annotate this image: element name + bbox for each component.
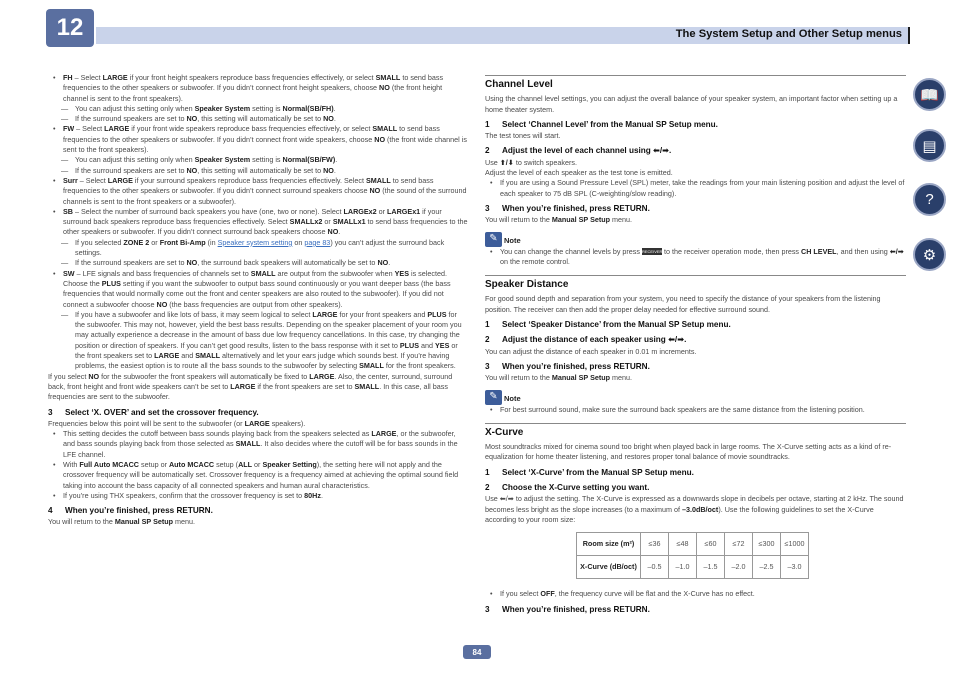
section-title: Speaker Distance <box>485 275 906 290</box>
xcurve-table <box>576 532 809 579</box>
table-cell: ≤60 <box>697 533 725 556</box>
list-item: • If you select OFF, the frequency curve will be flat and the X-Curve has no effect. <box>485 589 906 599</box>
step-heading: 1 Select ‘X-Curve’ from the Manual SP Setup menu. <box>485 467 694 477</box>
table-cell: –2.5 <box>753 556 781 579</box>
left-column <box>48 73 468 528</box>
receiver-key: RECEIVER <box>641 249 663 255</box>
note-icon: ✎ <box>485 390 502 405</box>
step-heading: 2 Adjust the level of each channel using ⬅/➡. <box>485 146 672 156</box>
list-item-fw: • FW – Select LARGE if your front wide speakers reproduce bass frequencies effectively, or select SMALL to send bass frequencies to the other speakers or subwoofer. If you didn’t connect front wide speakers, choose NO (the front wide channel is sent to the front speakers). <box>48 124 468 155</box>
list-item: • This setting decides the cutoff between bass sounds playing back from the speakers selected as LARGE, or the subwoofer, and bass sounds playing back from those selected as SMALL. It also decides where the cutoff will be for bass sounds in the LFE channel. <box>48 429 468 460</box>
sub-item: — If the surround speakers are set to NO, this setting will automatically be set to NO. <box>48 114 468 124</box>
sub-item: — If you selected ZONE 2 or Front Bi-Amp (in Speaker system setting on page 83) you can’t adjust the surround back settings. <box>48 238 468 259</box>
right-column <box>485 73 906 616</box>
sub-item: — If the surround speakers are set to NO, this setting will automatically be set to NO. <box>48 166 468 176</box>
paragraph: You can adjust the distance of each speaker in 0.01 m increments. <box>485 346 697 356</box>
list-item-fh: • FH – Select LARGE if your front height speakers reproduce bass frequencies effectively, or select SMALL to send bass frequencies to the other speakers or subwoofer. If you didn’t connect front height speakers, choose NO (the front height channel is sent to the front speakers). <box>48 73 468 104</box>
table-cell: ≤48 <box>669 533 697 556</box>
chapter-number: 12 <box>46 9 94 47</box>
note-header: ✎ Note <box>485 390 906 405</box>
table-row <box>577 556 809 579</box>
table-row <box>577 533 809 556</box>
paragraph: Use ⬆/⬇ to switch speakers. <box>485 157 577 167</box>
table-header: Room size (m²) <box>577 533 641 556</box>
header-bar <box>96 27 910 44</box>
paragraph: Adjust the level of each speaker as the test tone is emitted. <box>485 168 673 178</box>
paragraph: Using the channel level settings, you can adjust the overall balance of your speaker system, an important factor when setting up a home theater system. <box>485 94 898 114</box>
paragraph: For good sound depth and separation from your system, you need to specify the distance of your speakers from the listening position. The receiver can then add the proper delay needed for effective surround sound. <box>485 294 881 314</box>
table-cell: –2.0 <box>725 556 753 579</box>
list-item-sb: • SB – Select the number of surround back speakers you have (one, two or none). Select LARGEx2 or LARGEx1 if your surround back speakers reproduce bass frequencies effectively. Select SMALLx2 or SMALLx1 to send bass frequencies to the other speakers or subwoofer. If you didn’t connect surround back speakers choose NO. <box>48 207 468 238</box>
list-item: • If you’re using THX speakers, confirm that the crossover frequency is set to 80Hz. <box>48 491 468 501</box>
paragraph: You will return to the Manual SP Setup menu. <box>48 517 196 527</box>
troubleshoot-icon[interactable]: ? <box>913 183 946 216</box>
speaker-system-setting-link[interactable]: Speaker system setting <box>217 237 293 247</box>
note-icon: ✎ <box>485 232 502 247</box>
list-item-surr: • Surr – Select LARGE if your surround speakers reproduce bass frequencies effectively. Select SMALL to send bass frequencies to the other speakers or subwoofer. If you didn’t connect surround speakers choose NO (the sound of the surround channels is sent to the front speakers or a subwoofer). <box>48 176 468 207</box>
note-header: ✎ Note <box>485 232 906 247</box>
step-heading: 2 Adjust the distance of each speaker using ⬅/➡. <box>485 335 687 345</box>
page-title: The System Setup and Other Setup menus <box>675 28 902 40</box>
note-item: • For best surround sound, make sure the surround back speakers are the same distance from the listening position. <box>485 405 906 415</box>
section-title: Channel Level <box>485 75 906 90</box>
paragraph: You will return to the Manual SP Setup menu. <box>485 373 633 383</box>
table-cell: ≤1000 <box>781 533 809 556</box>
paragraph: Frequencies below this point will be sent to the subwoofer (or LARGE speakers). <box>48 418 306 428</box>
remote-icon[interactable]: ▤ <box>913 129 946 162</box>
list-item-sw: • SW – LFE signals and bass frequencies of channels set to SMALL are output from the subwoofer when YES is selected. Choose the PLUS setting if you want the subwoofer to output bass sound continuously or you want deeper bass (the bass frequencies that would normally come out the front and center speakers are also routed to the subwoofer). If you did not connect a subwoofer choose NO (the bass frequencies are output from other speakers). <box>48 269 468 310</box>
step-heading: 3 When you’re finished, press RETURN. <box>485 604 650 614</box>
list-item: • If you are using a Sound Pressure Level (SPL) meter, take the readings from your main listening position and adjust the level of each speaker to 75 dB SPL (C-weighting/slow reading). <box>485 178 906 199</box>
step-heading: 2 Choose the X-Curve setting you want. <box>485 483 650 493</box>
paragraph: If you select NO for the subwoofer the front speakers will automatically be fixed to LARGE. Also, the center, surround, surround back, front height and front wide speakers can’t be set to LARGE if the front speakers are set to SMALL. In this case, all bass frequencies are sent to the subwoofer. <box>48 371 453 402</box>
sub-item: — You can adjust this setting only when Speaker System setting is Normal(SB/FW). <box>48 155 468 165</box>
table-cell: –1.5 <box>697 556 725 579</box>
table-header: X-Curve (dB/oct) <box>577 556 641 579</box>
table-cell: –3.0 <box>781 556 809 579</box>
page-83-link[interactable]: page 83 <box>304 237 331 247</box>
step-heading: 3 Select ‘X. OVER’ and set the crossover frequency. <box>48 407 259 417</box>
paragraph: Most soundtracks mixed for cinema sound too bright when played back in large rooms. The X-Curve setting acts as a kind of re-equalization for home theater listening, and restores proper tonal balance of movie soundtracks. <box>485 442 892 462</box>
sub-item: — If the surround speakers are set to NO, the surround back speakers will automatically be set to NO. <box>48 258 468 268</box>
step-heading: 4 When you’re finished, press RETURN. <box>48 506 213 516</box>
paragraph: You will return to the Manual SP Setup menu. <box>485 215 633 225</box>
sub-item: — You can adjust this setting only when Speaker System setting is Normal(SB/FH). <box>48 104 468 114</box>
table-cell: ≤36 <box>641 533 669 556</box>
table-cell: –0.5 <box>641 556 669 579</box>
book-icon[interactable]: 📖 <box>913 78 946 111</box>
section-title: X-Curve <box>485 423 906 438</box>
paragraph: The test tones will start. <box>485 131 561 141</box>
settings-icon[interactable]: ⚙ <box>913 238 946 271</box>
table-cell: ≤72 <box>725 533 753 556</box>
list-item: • With Full Auto MCACC setup or Auto MCACC setup (ALL or Speaker Setting), the setting here will not apply and the crossover frequency will be automatically set. Crossover frequency is a frequency aimed at achieving the optimal sound field taking into account the bass capacity of all connected speakers and human aural characteristics. <box>48 460 468 491</box>
table-cell: ≤300 <box>753 533 781 556</box>
note-item: • You can change the channel levels by press RECEIVER to the receiver operation mode, then press CH LEVEL, and then using ⬅/➡ on the remote control. <box>485 247 906 268</box>
step-heading: 1 Select ‘Channel Level’ from the Manual SP Setup menu. <box>485 119 718 129</box>
page-number: 84 <box>463 645 491 659</box>
step-heading: 3 When you’re finished, press RETURN. <box>485 361 650 371</box>
sub-item: — If you have a subwoofer and like lots of bass, it may seem logical to select LARGE for your front speakers and PLUS for the subwoofer. This may not, however, yield the best bass results. Depending on the speaker placement of your room you may actually experience a decrease in the amount of bass due low frequency cancellations. In this case, try changing the position or direction of speakers. If you can’t get good results, listen to the bass response with it set to PLUS and YES or the front speakers set to LARGE and SMALL alternatively and let your ears judge which sounds best. If you’re having problems, the easiest option is to route all the bass sounds to the subwoofer by selecting SMALL for the front speakers. <box>48 310 468 372</box>
paragraph: Use ⬅/➡ to adjust the setting. The X-Curve is expressed as a downwards slope in decibels per octave, starting at 2 kHz. The sound becomes less bright as the slope increases (to a maximum of –3.0dB/oct). Use the following guidelines to set the X-Curve according to your room size: <box>485 494 904 524</box>
table-cell: –1.0 <box>669 556 697 579</box>
step-heading: 3 When you’re finished, press RETURN. <box>485 203 650 213</box>
step-heading: 1 Select ‘Speaker Distance’ from the Manual SP Setup menu. <box>485 320 731 330</box>
